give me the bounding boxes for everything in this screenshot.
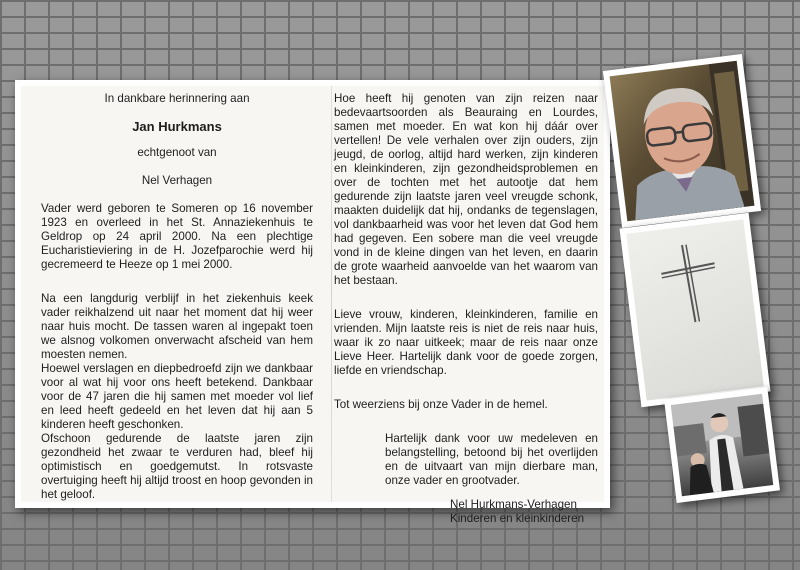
thanks-paragraph: Hartelijk dank voor uw medeleven en belangstelling, betoond bij het overlijden en de uitvaart van mijn dierbare man, onze vader en grootvader.	[385, 432, 598, 487]
signature-family: Kinderen en kleinkinderen	[450, 512, 585, 525]
signature-widow: Nel Hurkmans-Verhagen	[450, 498, 577, 511]
portrait-image	[610, 61, 755, 222]
group-illustration	[671, 394, 774, 497]
group-photo-image	[671, 394, 774, 497]
travels-paragraph: Hoe heeft hij genoten van zijn reizen naar bedevaartsoorden als Beauraing en Lourdes, samen met moeder. En wat kon hij dáár over vertellen! De vele verhalen over zijn ouders, zijn jeugd, de oorlog, altijd hard werken, zijn kinderen en kleinkinderen, zijn gezondheidsproblemen en over de tochten met het autootje dat hem gedurende zijn laatste jaren veel vreugde schonk, maakten duidelijk dat hij, ondanks de tegenslagen, vol dankbaarheid was voor het leven dat God hem had gegeven. Een sobere man die veel vreugde vond in de kleine dingen van het leven, en daarin de grote waarheid aanvoelde van het waarom van het bestaan.	[334, 92, 598, 287]
deceased-name: Jan Hurkmans	[132, 119, 222, 134]
memorial-card	[15, 80, 610, 525]
birth-death-paragraph: Vader werd geboren te Someren op 16 november 1923 en overleed in het St. Annaziekenhuis te Geldrop op 24 april 2000. Na een plechtige Eucharistieviering in de H. Jozefparochie werd hij gecremeerd te Heeze op 1 mei 2000.	[41, 202, 313, 271]
spouse-label: echtgenoot van	[137, 146, 217, 159]
hospital-paragraph: Na een langdurig verblijf in het ziekenhuis keek vader reikhalzend uit naar het moment dat hij weer naar huis mocht. De tassen waren al ingepakt toen we alsnog volkomen onverwacht afscheid van hem moesten nemen.	[41, 292, 313, 361]
farewell-paragraph: Lieve vrouw, kinderen, kleinkinderen, familie en vrienden. Mijn laatste reis is niet de reis naar huis, waar ik zo naar uitkeek; maar de reis naar onze Lieve Heer. Hartelijk dank voor de goede zorgen, liefde en vriendschap.	[334, 308, 598, 377]
cross-card-photo	[620, 213, 771, 408]
intro-text: In dankbare herinnering aan	[104, 92, 250, 105]
faith-paragraph: Ofschoon gedurende de laatste jaren zijn gezondheid het zwaar te verduren had, bleef hij optimistisch en goedgemutst. In rotsvaste overtuiging heeft hij altijd troost en hoop gevonden in het geloof.	[41, 432, 313, 501]
spouse-name: Nel Verhagen	[141, 174, 213, 187]
right-page	[334, 92, 598, 526]
left-page	[41, 92, 313, 502]
gratitude-paragraph: Hoewel verslagen en diepbedroefd zijn we dankbaar voor al wat hij voor ons heeft betekend. Dankbaar voor de 47 jaren die hij samen met moeder vol lief en leed heeft gedeeld en het leven dat hij aan 5 kinderen heeft geschonken.	[41, 362, 313, 431]
card-fold	[331, 86, 332, 502]
closing-line: Tot weerziens bij onze Vader in de hemel.	[334, 398, 548, 411]
cross-card-image	[626, 219, 764, 400]
group-photo	[664, 387, 780, 503]
portrait-photo	[603, 54, 761, 228]
portrait-illustration	[610, 61, 755, 222]
cross-icon	[626, 219, 764, 400]
